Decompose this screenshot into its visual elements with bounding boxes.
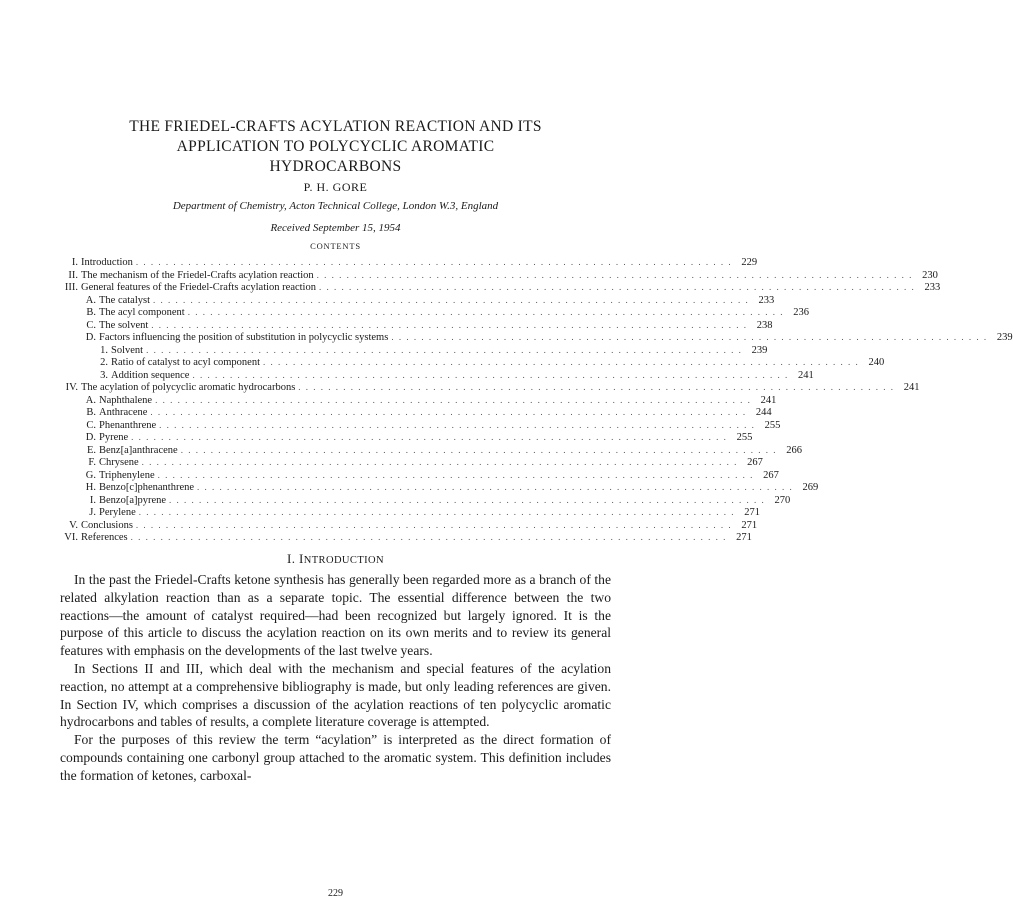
toc-entry-page: 255 (764, 419, 781, 431)
received-date: Received September 15, 1954 (270, 222, 401, 234)
toc-leader-dots: . . . . . . . . . . . . . . . . . . . . . . . . . . . . . . . . . . . . . . . . . . . . . . . . . . . . . . . . . . . . . . . . . . . . . . . . . . . . . . . . (131, 432, 728, 442)
toc-entry-title: Chrysene (99, 457, 139, 468)
toc-entry-page: 267 (763, 469, 779, 481)
toc-entry-number: B. (86, 307, 96, 318)
title-line: THE FRIEDEL-CRAFTS ACYLATION REACTION AND ITS (129, 118, 542, 135)
toc-entry-number: 1. (100, 344, 108, 356)
toc-entry (60, 431, 753, 444)
toc-entry (60, 331, 1013, 344)
toc-leader-dots: . . . . . . . . . . . . . . . . . . . . . . . . . . . . . . . . . . . . . . . . . . . . . . . . . . . . . . . . . . . . . . . . . . . . . . . . . . . . . . . . (157, 469, 754, 480)
toc-leader-dots: . . . . . . . . . . . . . . . . . . . . . . . . . . . . . . . . . . . . . . . . . . . . . . . . . . . . . . . . . . . . . . . . . . . . . . . . . . . . . . . . (187, 307, 784, 317)
toc-entry-title: The catalyst (99, 294, 151, 306)
toc-leader-dots: . . . . . . . . . . . . . . . . . . . . . . . . . . . . . . . . . . . . . . . . . . . . . . . . . . . . . . . . . . . . . . . . . . . . . . . . . . . . . . . . (159, 419, 756, 430)
toc-entry-title: Pyrene (99, 432, 129, 443)
toc-leader-dots: . . . . . . . . . . . . . . . . . . . . . . . . . . . . . . . . . . . . . . . . . . . . . . . . . . . . . . . . . . . . . . . . . . . . . . . . . . . . . . . . (169, 494, 766, 505)
toc-leader-dots: . . . . . . . . . . . . . . . . . . . . . . . . . . . . . . . . . . . . . . . . . . . . . . . . . . . . . . . . . . . . . . . . . . . . . . . . . . . . . . . . (155, 394, 752, 405)
toc-entry-title: Perylene (99, 507, 136, 518)
toc-entry-page: 255 (736, 432, 753, 443)
toc-entry (60, 356, 885, 369)
toc-entry-title: Benzo[a]pyrene (99, 494, 167, 506)
toc-entry-page: 269 (802, 482, 819, 493)
toc-entry (60, 531, 752, 544)
toc-leader-dots: . . . . . . . . . . . . . . . . . . . . . . . . . . . . . . . . . . . . . . . . . . . . . . . . . . . . . . . . . . . . . . . . . . . . . . . . . . . . . . . . (138, 507, 735, 517)
toc-entry (60, 369, 814, 382)
toc-entry-number: B. (86, 407, 96, 418)
toc-entry-title: The mechanism of the Friedel-Crafts acylation reaction (81, 269, 314, 281)
toc-leader-dots: . . . . . . . . . . . . . . . . . . . . . . . . . . . . . . . . . . . . . . . . . . . . . . . . . . . . . . . . . . . . . . . . . . . . . . . . . . . . . . . . (135, 519, 733, 530)
toc-entry-number: V. (69, 519, 78, 531)
toc-entry-page: 239 (996, 332, 1013, 343)
toc-entry (60, 294, 775, 307)
toc-entry (60, 456, 763, 469)
toc-entry-page: 239 (751, 344, 768, 356)
contents-heading: CONTENTS (310, 241, 361, 251)
toc-entry-number: I. (71, 257, 78, 268)
toc-entry-number: A. (85, 294, 96, 306)
toc-entry-title: General features of the Friedel-Crafts acylation reaction (81, 282, 316, 293)
toc-entry-page: 233 (758, 294, 775, 306)
toc-entry-page: 266 (786, 444, 802, 456)
toc-entry-title: Solvent (111, 344, 144, 356)
toc-entry (60, 506, 760, 519)
toc-entry-title: Naphthalene (99, 394, 153, 406)
toc-entry-number: C. (86, 419, 96, 431)
toc-entry-number: F. (88, 457, 96, 468)
toc-entry-page: 270 (774, 494, 791, 506)
toc-entry-title: Factors influencing the position of substitution in polycyclic systems (99, 332, 389, 343)
toc-entry-number: 2. (100, 357, 108, 368)
toc-entry-title: Phenanthrene (99, 419, 157, 431)
toc-entry-number: I. (89, 494, 96, 506)
toc-entry-title: Addition sequence (111, 369, 190, 381)
toc-leader-dots: . . . . . . . . . . . . . . . . . . . . . . . . . . . . . . . . . . . . . . . . . . . . . . . . . . . . . . . . . . . . . . . . . . . . . . . . . . . . . . . . (391, 332, 988, 342)
toc-entry-page: 244 (755, 407, 772, 418)
toc-leader-dots: . . . . . . . . . . . . . . . . . . . . . . . . . . . . . . . . . . . . . . . . . . . . . . . . . . . . . . . . . . . . . . . . . . . . . . . . . . . . . . . . (318, 282, 916, 292)
table-of-contents (60, 256, 1013, 544)
toc-leader-dots: . . . . . . . . . . . . . . . . . . . . . . . . . . . . . . . . . . . . . . . . . . . . . . . . . . . . . . . . . . . . . . . . . . . . . . . . . . . . . . . . (180, 444, 777, 455)
toc-leader-dots: . . . . . . . . . . . . . . . . . . . . . . . . . . . . . . . . . . . . . . . . . . . . . . . . . . . . . . . . . . . . . . . . . . . . . . . . . . . . . . . . (135, 257, 733, 267)
toc-entry (60, 319, 773, 332)
toc-entry-page: 238 (756, 319, 773, 331)
toc-entry-page: 241 (797, 369, 814, 381)
toc-entry (60, 444, 802, 457)
toc-entry-number: A. (85, 394, 96, 406)
toc-entry-title: Introduction (81, 257, 133, 268)
toc-entry-title: Conclusions (81, 519, 133, 531)
toc-leader-dots: . . . . . . . . . . . . . . . . . . . . . . . . . . . . . . . . . . . . . . . . . . . . . . . . . . . . . . . . . . . . . . . . . . . . . . . . . . . . . . . . (150, 407, 747, 417)
toc-leader-dots: . . . . . . . . . . . . . . . . . . . . . . . . . . . . . . . . . . . . . . . . . . . . . . . . . . . . . . . . . . . . . . . . . . . . . . . . . . . . . . . . (192, 369, 789, 380)
title-line: HYDROCARBONS (269, 158, 402, 175)
toc-entry-title: Ratio of catalyst to acyl component (111, 357, 260, 368)
toc-leader-dots: . . . . . . . . . . . . . . . . . . . . . . . . . . . . . . . . . . . . . . . . . . . . . . . . . . . . . . . . . . . . . . . . . . . . . . . . . . . . . . . . (197, 482, 794, 492)
toc-entry-number: D. (85, 332, 96, 343)
paragraph: For the purposes of this review the term “acylation” is interpreted as the direct formation of compounds containing one carbonyl group attached to the aromatic system. This definition includes the formation of ketones, carboxal- (60, 732, 611, 783)
toc-entry-number: III. (64, 282, 78, 293)
section-title-rest: NTRODUCTION (303, 555, 384, 566)
toc-entry (60, 519, 758, 532)
toc-entry-page: 241 (903, 382, 920, 393)
toc-entry (60, 306, 809, 319)
toc-entry-title: Benz[a]anthracene (99, 444, 178, 456)
toc-entry-page: 241 (760, 394, 777, 406)
toc-leader-dots: . . . . . . . . . . . . . . . . . . . . . . . . . . . . . . . . . . . . . . . . . . . . . . . . . . . . . . . . . . . . . . . . . . . . . . . . . . . . . . . . (130, 532, 727, 542)
toc-leader-dots: . . . . . . . . . . . . . . . . . . . . . . . . . . . . . . . . . . . . . . . . . . . . . . . . . . . . . . . . . . . . . . . . . . . . . . . . . . . . . . . . (146, 344, 743, 355)
toc-entry-page: 271 (736, 532, 752, 543)
section-number: I. (286, 551, 296, 566)
paragraph: In Sections II and III, which deal with the mechanism and special features of the acylation reaction, no attempt at a comprehensive bibliography is made, but only leading references are given. In Section IV, which comprises a discussion of the acylation reactions of ten polycyclic aromatic hydrocarbons and tables of results, a complete literature coverage is attempted. (60, 660, 611, 730)
section-title-initial: I (299, 551, 304, 566)
toc-leader-dots: . . . . . . . . . . . . . . . . . . . . . . . . . . . . . . . . . . . . . . . . . . . . . . . . . . . . . . . . . . . . . . . . . . . . . . . . . . . . . . . . (316, 269, 913, 280)
toc-entry (60, 406, 772, 419)
toc-entry-title: The acyl component (99, 307, 185, 318)
author-name: P. H. GORE (303, 180, 368, 194)
toc-entry-title: Anthracene (99, 407, 148, 418)
toc-entry (60, 419, 781, 432)
toc-entry-number: H. (85, 482, 96, 493)
toc-entry-title: Triphenylene (99, 469, 155, 481)
toc-entry-title: Benzo[c]phenanthrene (99, 482, 195, 493)
toc-entry (60, 269, 938, 282)
toc-leader-dots: . . . . . . . . . . . . . . . . . . . . . . . . . . . . . . . . . . . . . . . . . . . . . . . . . . . . . . . . . . . . . . . . . . . . . . . . . . . . . . . . (153, 294, 750, 305)
toc-entry (60, 469, 779, 482)
toc-leader-dots: . . . . . . . . . . . . . . . . . . . . . . . . . . . . . . . . . . . . . . . . . . . . . . . . . . . . . . . . . . . . . . . . . . . . . . . . . . . . . . . . (151, 319, 748, 330)
toc-entry (60, 281, 941, 294)
toc-leader-dots: . . . . . . . . . . . . . . . . . . . . . . . . . . . . . . . . . . . . . . . . . . . . . . . . . . . . . . . . . . . . . . . . . . . . . . . . . . . . . . . . (298, 382, 895, 392)
toc-entry-number: J. (89, 507, 96, 518)
toc-leader-dots: . . . . . . . . . . . . . . . . . . . . . . . . . . . . . . . . . . . . . . . . . . . . . . . . . . . . . . . . . . . . . . . . . . . . . . . . . . . . . . . . (263, 357, 860, 367)
toc-entry (60, 256, 758, 269)
toc-entry (60, 481, 819, 494)
toc-entry-page: 271 (744, 507, 760, 518)
page-number: 229 (328, 888, 343, 899)
toc-entry-number: E. (86, 444, 96, 456)
section-heading (0, 551, 671, 567)
toc-entry-page: 271 (741, 519, 758, 531)
toc-entry-page: 230 (922, 269, 938, 281)
author-affiliation: Department of Chemistry, Acton Technical College, London W.3, England (172, 200, 499, 212)
toc-entry (60, 394, 777, 407)
toc-entry-number: D. (85, 432, 96, 443)
toc-entry-page: 229 (741, 257, 758, 268)
body-text (60, 571, 611, 785)
toc-entry (60, 494, 791, 507)
toc-entry-page: 233 (924, 282, 941, 293)
toc-leader-dots: . . . . . . . . . . . . . . . . . . . . . . . . . . . . . . . . . . . . . . . . . . . . . . . . . . . . . . . . . . . . . . . . . . . . . . . . . . . . . . . . (141, 457, 738, 467)
toc-entry-title: The acylation of polycyclic aromatic hydrocarbons (81, 382, 296, 393)
toc-entry-number: C. (86, 319, 96, 331)
toc-entry-page: 240 (868, 357, 885, 368)
paragraph: In the past the Friedel-Crafts ketone synthesis has generally been regarded more as a branch of the related alkylation reaction than as a separate topic. The essential difference between the two reactions—the amount of catalyst required—had been recognized but largely ignored. It is the purpose of this article to discuss the acylation reaction on its own merits and to review its general features with emphasis on the developments of the last twelve years. (60, 572, 611, 659)
toc-entry-number: 3. (100, 369, 108, 381)
toc-entry-number: II. (68, 269, 78, 281)
toc-entry-number: G. (85, 469, 96, 481)
title-line: APPLICATION TO POLYCYCLIC AROMATIC (176, 138, 495, 155)
toc-entry-number: VI. (64, 532, 78, 543)
toc-entry-number: IV. (65, 382, 78, 393)
toc-entry (60, 344, 768, 357)
toc-entry-page: 236 (793, 307, 809, 318)
toc-entry-title: References (81, 532, 128, 543)
toc-entry-page: 267 (747, 457, 763, 468)
toc-entry (60, 381, 920, 394)
toc-entry-title: The solvent (99, 319, 149, 331)
article-title (60, 117, 611, 177)
